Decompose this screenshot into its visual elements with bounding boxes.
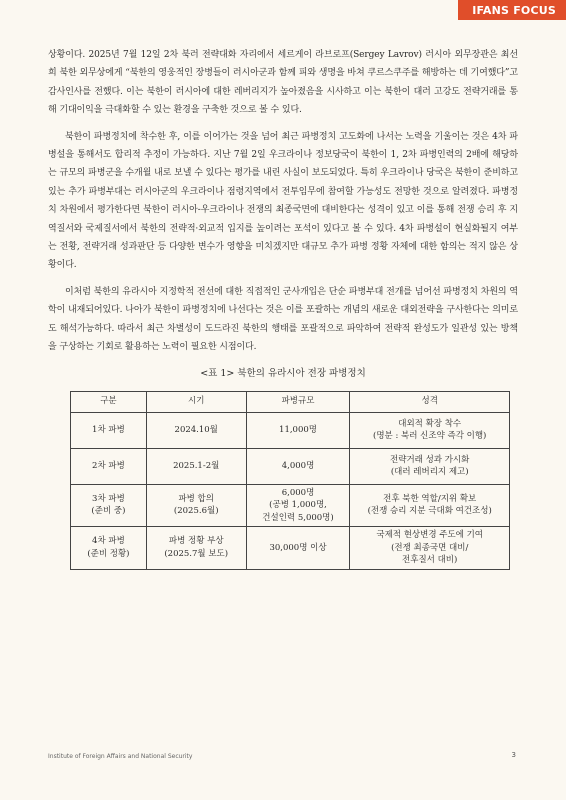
table-row — [71, 448, 510, 484]
cell-period — [146, 484, 246, 527]
header-nature: 성격 — [350, 391, 510, 412]
paragraph-3: 이처럼 북한의 유라시아 지정학적 전선에 대한 직접적인 군사개입은 단순 파병부대 전개를 넘어선 파병정치 차원의 역학이 내재되어있다. 나아가 북한이 파병정치에 나선다는 것은 이를 포괄하는 개념의 새로운 대외전략을 구사한다는 의미로도 해석가능하다. 따라서 최근 차별성이 도드라진 북한의 행태를 포괄적으로 파악하여 전략적 완성도가 일관성 있는 방책을 구상하는 기회로 활용하는 노력이 필요한 시점이다. — [48, 286, 518, 353]
cell-line: (2025.6월) — [173, 506, 219, 517]
paragraph-2: 북한이 파병정치에 착수한 후, 이를 이어가는 것을 넘어 최근 파병정치 고도화에 나서는 노력을 기울이는 것은 4차 파병설을 통해서도 합리적 추정이 가능하다. 지난 7월 2일 우크라이나 정보당국이 북한이 1, 2차 파병인력의 2배에 해당하는 규모의 파병군을 수개월 내로 보낼 수 있다는 평가를 내린 사실이 보도되었다. 특히 우크라이나 당국은 북한이 준비하고 있는 추가 파병부대는 러시아군의 우크라이나 점령지역에서 전투임무에 참여할 가능성도 전망한 것으로 알려졌다. 파병정치 차원에서 평가한다면 북한이 러시아-우크라이나 전쟁의 최종국면에 대비한다는 성격이 있고 이를 통해 전쟁 승리 후 지역질서와 국제질서에서 북한의 전략적·외교적 입지를 높이려는 포석이 있다고 볼 수 있다. 4차 파병설이 현실화될지 여부는 전황, 전략거래 성과판단 등 다양한 변수가 영향을 미치겠지만 대규모 추가 파병 정황 자체에 대한 함의는 적지 않은 상황이다. — [48, 131, 518, 271]
cell-scale — [246, 448, 350, 484]
cell-line: 4,000명 — [281, 460, 315, 471]
cell-line: (2025.7월 보도) — [164, 548, 229, 559]
header-period: 시기 — [146, 391, 246, 412]
cell-line: (공병 1,000명, — [269, 500, 327, 510]
page-number: 3 — [511, 751, 516, 759]
header-scale: 파병규모 — [246, 391, 350, 412]
cell-category — [71, 412, 147, 448]
cell-line: 30,000명 이상 — [269, 542, 327, 553]
cell-line: (명분 : 북러 신조약 즉각 이행) — [373, 431, 487, 441]
cell-line: 2차 파병 — [92, 460, 125, 471]
header-category: 구분 — [71, 391, 147, 412]
cell-nature — [350, 527, 510, 570]
cell-line: 전후질서 대비) — [402, 555, 458, 565]
table-caption: <표 1> 북한의 유라시아 전장 파병정치 — [200, 367, 366, 379]
cell-line: 파병 정황 부상 — [168, 536, 224, 547]
deployment-table — [70, 391, 510, 570]
cell-line: 3차 파병 — [92, 493, 125, 504]
cell-line: (전쟁 승리 지분 극대화 여건조성) — [367, 506, 492, 517]
cell-category — [71, 527, 147, 570]
cell-line: 건설인력 5,000명) — [262, 512, 334, 523]
cell-period — [146, 448, 246, 484]
cell-line: 2025.1-2월 — [173, 460, 220, 471]
cell-line: 11,000명 — [279, 424, 317, 435]
table-header-row — [71, 391, 510, 412]
cell-line: 2024.10월 — [174, 424, 218, 435]
cell-nature — [350, 412, 510, 448]
table-row — [71, 412, 510, 448]
cell-line: 전략거래 성과 가시화 — [390, 454, 470, 465]
paragraph-1: 상황이다. 2025년 7월 12일 2차 북러 전략대화 자리에서 세르게이 라브로프(Sergey Lavrov) 러시아 외무장관은 최선희 북한 외무상에게 “북한의 영웅적인 장병들이 러시아군과 함께 피와 생명을 바쳐 쿠르스쿠주를 해방하는 데 기여했다”고 감사인사를 전했다. 이는 북한이 러시아에 대한 레버리지가 높아졌음을 시사하고 이는 북한이 대러 고강도 전략거래를 통해 기대이익을 극대화할 수 있는 환경을 구축한 것으로 볼 수 있다. — [48, 50, 518, 116]
article-body — [48, 46, 518, 570]
cell-line: 파병 합의 — [178, 493, 214, 504]
cell-category — [71, 484, 147, 527]
series-badge: IFANS FOCUS — [458, 0, 566, 20]
table-row — [71, 527, 510, 570]
cell-period — [146, 527, 246, 570]
cell-period — [146, 412, 246, 448]
cell-line: (준비 정황) — [87, 548, 130, 559]
cell-line: 대외적 확장 착수 — [398, 418, 462, 429]
cell-line: (전쟁 최종국면 대비/ — [391, 542, 469, 553]
cell-scale — [246, 484, 350, 527]
cell-line: (준비 중) — [91, 506, 126, 517]
footer-institute: Institute of Foreign Affairs and National Security — [48, 753, 193, 760]
cell-nature — [350, 484, 510, 527]
cell-line: (대러 레버리지 제고) — [390, 467, 469, 477]
cell-line: 국제적 현상변경 주도에 기여 — [376, 530, 484, 540]
cell-line: 전후 북한 역할/지위 확보 — [383, 493, 477, 504]
cell-scale — [246, 412, 350, 448]
cell-category — [71, 448, 147, 484]
cell-line: 4차 파병 — [92, 536, 125, 547]
cell-nature — [350, 448, 510, 484]
table-row — [71, 484, 510, 527]
cell-line: 1차 파병 — [92, 424, 125, 435]
cell-scale — [246, 527, 350, 570]
cell-line: 6,000명 — [281, 487, 315, 498]
